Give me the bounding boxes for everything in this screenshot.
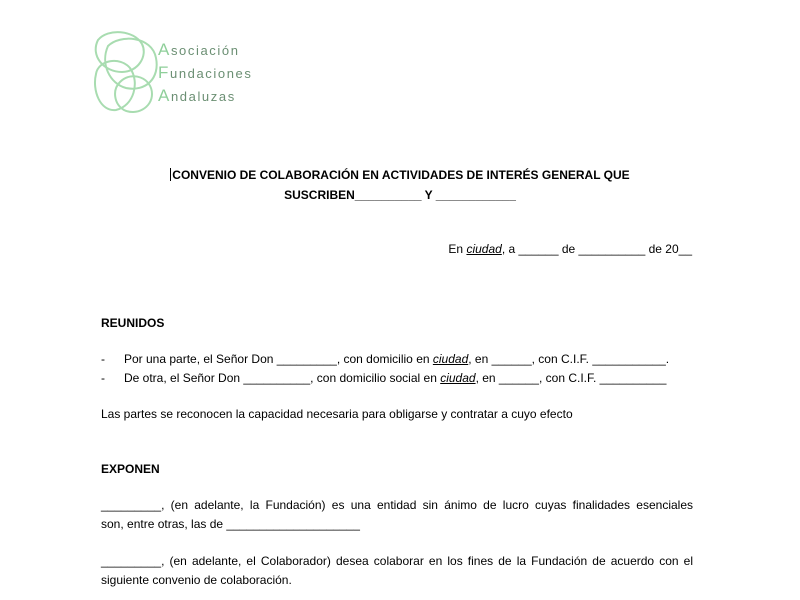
logo-initial: F [158, 63, 170, 82]
section-heading-reunidos: REUNIDOS [101, 316, 165, 330]
logo-line-1 [158, 40, 240, 60]
reunidos-closing-text: Las partes se reconocen la capacidad necesaria para obligarse y contratar a cuyo efecto [101, 407, 573, 421]
logo-word: undaciones [169, 66, 253, 81]
list-item-text: , en ______, con C.I.F. __________ [475, 371, 667, 385]
list-item-dash: - [101, 352, 105, 366]
exponen-paragraph-1-line-2: son, entre otras, las de ____________________ [101, 517, 360, 531]
list-item-text: , en ______, con C.I.F. ___________. [468, 352, 670, 366]
title-text: CONVENIO DE COLABORACIÓN EN ACTIVIDADES DE INTERÉS GENERAL QUE [172, 168, 630, 182]
list-item-dash: - [101, 371, 105, 385]
exponen-paragraph-2-line-1: _________, (en adelante, el Colaborador) desea colaborar en los fines de la Fundación de acuerdo con el [101, 554, 693, 568]
document-title-line-1 [100, 165, 700, 185]
date-prefix: En [448, 242, 467, 256]
list-item [124, 351, 669, 367]
date-line [448, 241, 692, 257]
document-title-line-2: SUSCRIBEN__________ Y ____________ [284, 188, 516, 202]
logo-line-2 [158, 63, 252, 83]
logo-initial: A [158, 86, 171, 105]
date-suffix: , a ______ de __________ de 20__ [501, 242, 692, 256]
city-placeholder: ciudad [440, 371, 476, 385]
city-placeholder: ciudad [432, 352, 469, 366]
city-placeholder: ciudad [466, 242, 502, 256]
logo-line-3 [158, 86, 236, 106]
logo-word: sociación [170, 43, 240, 58]
logo-word: ndaluzas [170, 89, 236, 104]
list-item-text: Por una parte, el Señor Don _________, con domicilio en [124, 352, 433, 366]
exponen-paragraph-2-line-2: siguiente convenio de colaboración. [101, 573, 292, 587]
list-item [124, 370, 666, 386]
logo-initial: A [158, 40, 171, 59]
list-item-text: De otra, el Señor Don __________, con domicilio social en [124, 371, 441, 385]
section-heading-exponen: EXPONEN [101, 462, 160, 476]
exponen-paragraph-1-line-1: _________, (en adelante, la Fundación) es una entidad sin ánimo de lucro cuyas finalidades esenciales [101, 498, 693, 512]
